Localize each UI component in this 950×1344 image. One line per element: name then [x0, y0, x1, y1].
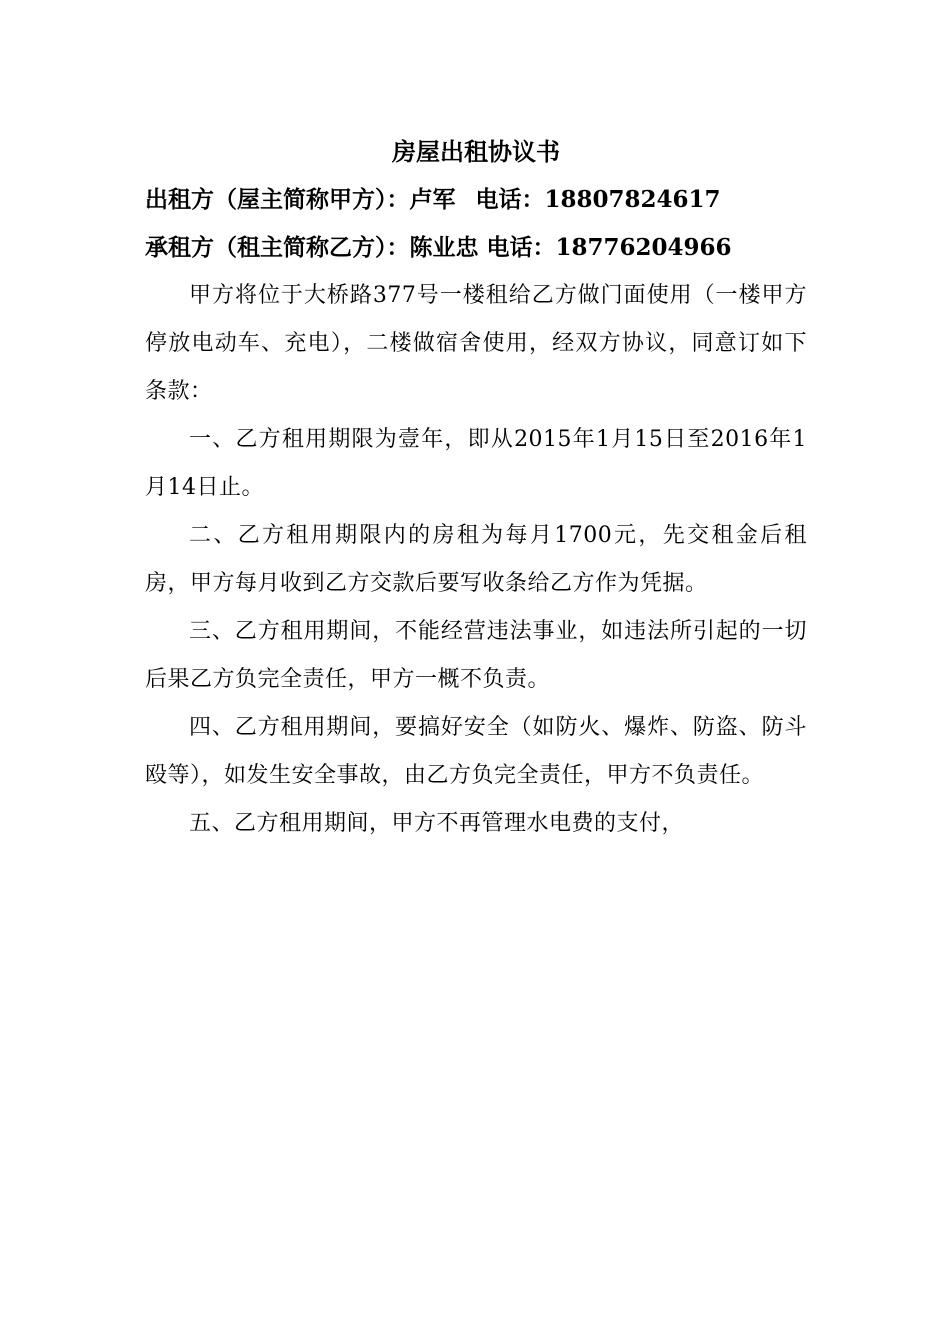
clause-5: 五、乙方租用期间，甲方不再管理水电费的支付， [189, 811, 685, 836]
lessee-phone: 18776204966 [555, 234, 732, 261]
lessor-label: 出租方（屋主简称甲方）： [145, 186, 410, 213]
document-body [145, 128, 807, 848]
lessor-line [145, 176, 807, 224]
lessor-name: 卢军 [409, 186, 456, 213]
clause-3: 三、乙方租用期间，不能经营违法事业，如违法所引起的一切后果乙方负完全责任，甲方一概不负责。 [145, 619, 807, 692]
lessor-phone: 18807824617 [544, 186, 721, 213]
lessor-phone-label: 电话： [475, 186, 545, 213]
clause-2: 二、乙方租用期限内的房租为每月1700元，先交租金后租房，甲方每月收到乙方交款后要写收条给乙方作为凭据。 [145, 523, 807, 596]
document-title: 房屋出租协议书 [392, 137, 560, 166]
lessee-name: 陈业忠 [409, 234, 479, 261]
lessee-phone-label: 电话： [486, 234, 556, 261]
intro-paragraph: 甲方将位于大桥路377号一楼租给乙方做门面使用（一楼甲方停放电动车、充电），二楼做宿舍使用，经双方协议，同意订如下条款： [145, 283, 807, 404]
clause-1: 一、乙方租用期限为壹年，即从2015年1月15日至2016年1月14日止。 [145, 427, 807, 500]
lessee-line [145, 224, 807, 272]
clause-4: 四、乙方租用期间，要搞好安全（如防火、爆炸、防盗、防斗殴等），如发生安全事故，由乙方负完全责任，甲方不负责任。 [145, 715, 807, 788]
lessee-label: 承租方（租主简称乙方）： [145, 234, 410, 261]
